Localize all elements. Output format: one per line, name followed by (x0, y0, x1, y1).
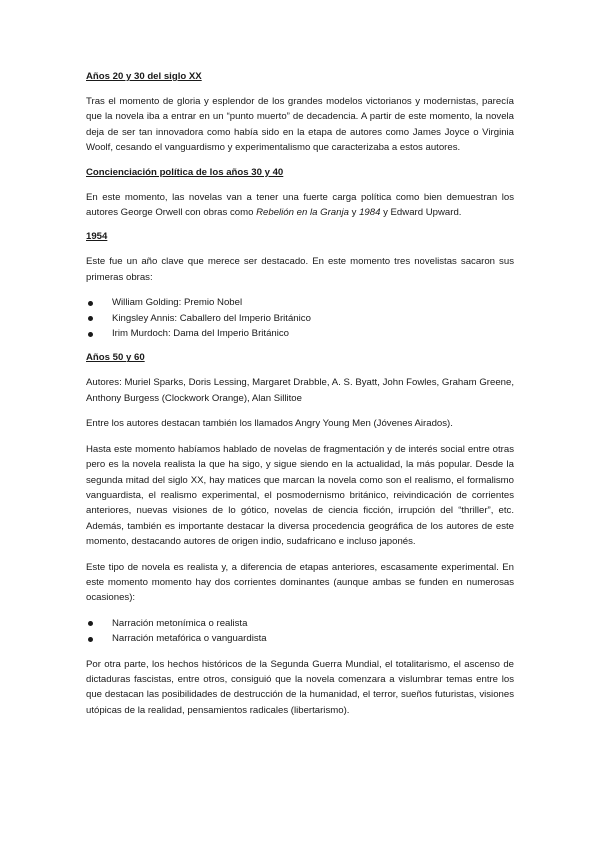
section-heading: Años 50 y 60 (86, 352, 145, 364)
bullet-icon (88, 332, 93, 337)
paragraph: Hasta este momento habíamos hablado de novelas de fragmentación y de interés social entre otras pero es la novela realista la que ha sigo, y sigue siendo en la actualidad, la más popular. Desde la segunda mitad del siglo XX, hay matices que marcan la novela como son el realismo, el formalismo vanguardista, el realismo experimental, el posmodernismo británico, reivindicación de corrientes anteriores, nuevas visiones de lo gótico, novelas de ciencia ficción, irrupción del “thriller”, etc. Además, también es importante destacar la diversa procedencia geográfica de los autores de este momento, destacando autores de origen indio, sudafricano e incluso japonés. (86, 443, 514, 548)
list-item-text: William Golding: Premio Nobel (112, 297, 243, 309)
section-heading: Concienciación política de los años 30 y 40 (86, 166, 284, 178)
list-item-text: Narración metafórica o vanguardista (112, 633, 267, 645)
paragraph: Autores: Muriel Sparks, Doris Lessing, Margaret Drabble, A. S. Byatt, John Fowles, Graham Greene, Anthony Burgess (Clockwork Orange), Alan Sillitoe (86, 377, 514, 404)
section-heading: Años 20 y 30 del siglo XX (86, 71, 202, 82)
paragraph-text: y (348, 207, 360, 219)
list-item (86, 326, 514, 341)
book-title: 1984 (359, 207, 381, 219)
paragraph: Este fue un año clave que merece ser destacado. En este momento tres novelistas sacaron sus primeras obras: (86, 256, 514, 283)
paragraph-text: y Edward Upward. (380, 207, 462, 219)
bullet-list (86, 295, 514, 341)
paragraph (86, 190, 514, 221)
list-item (86, 295, 514, 310)
list-item (86, 311, 514, 326)
section-heading: 1954 (86, 231, 108, 243)
list-item-text: Narración metonímica o realista (112, 617, 248, 629)
list-item (86, 631, 514, 646)
list-item-text: Irim Murdoch: Dama del Imperio Británico (112, 328, 290, 340)
bullet-icon (88, 316, 93, 321)
list-item-text: Kingsley Annis: Caballero del Imperio Británico (112, 312, 311, 324)
bullet-icon (88, 637, 93, 642)
paragraph: Tras el momento de gloria y esplendor de los grandes modelos victorianos y modernistas, parecía que la novela iba a entrar en un “punto muerto” de decadencia. A partir de este momento, la novela deja de ser tan innovadora como había sido en la etapa de autores como James Joyce o Virginia Woolf, cesando el vanguardismo y experimentalismo que caracterizaba a estos autores. (86, 96, 514, 154)
book-title: Rebelión en la Granja (256, 207, 349, 219)
bullet-icon (88, 621, 93, 626)
bullet-list (86, 616, 514, 647)
list-item (86, 616, 514, 631)
paragraph: Por otra parte, los hechos históricos de la Segunda Guerra Mundial, el totalitarismo, el ascenso de dictaduras fascistas, entre otros, consiguió que la novela comenzara a vislumbrar temas entre los que destacan las posibilidades de destrucción de la humanidad, el terror, sueños futuristas, visiones utópicas de la realidad, pensamientos radicales (libertarismo). (86, 658, 514, 716)
paragraph: Entre los autores destacan también los llamados Angry Young Men (Jóvenes Airados). (86, 418, 453, 430)
paragraph: Este tipo de novela es realista y, a diferencia de etapas anteriores, escasamente experimental. En este momento momento hay dos corrientes dominantes (aunque ambas se funden en numerosas ocasiones): (86, 561, 514, 604)
bullet-icon (88, 301, 93, 306)
paragraph-text: En este momento, las novelas van a tener una fuerte carga política como bien demuestran los autores George Orwell con obras como (86, 191, 514, 219)
